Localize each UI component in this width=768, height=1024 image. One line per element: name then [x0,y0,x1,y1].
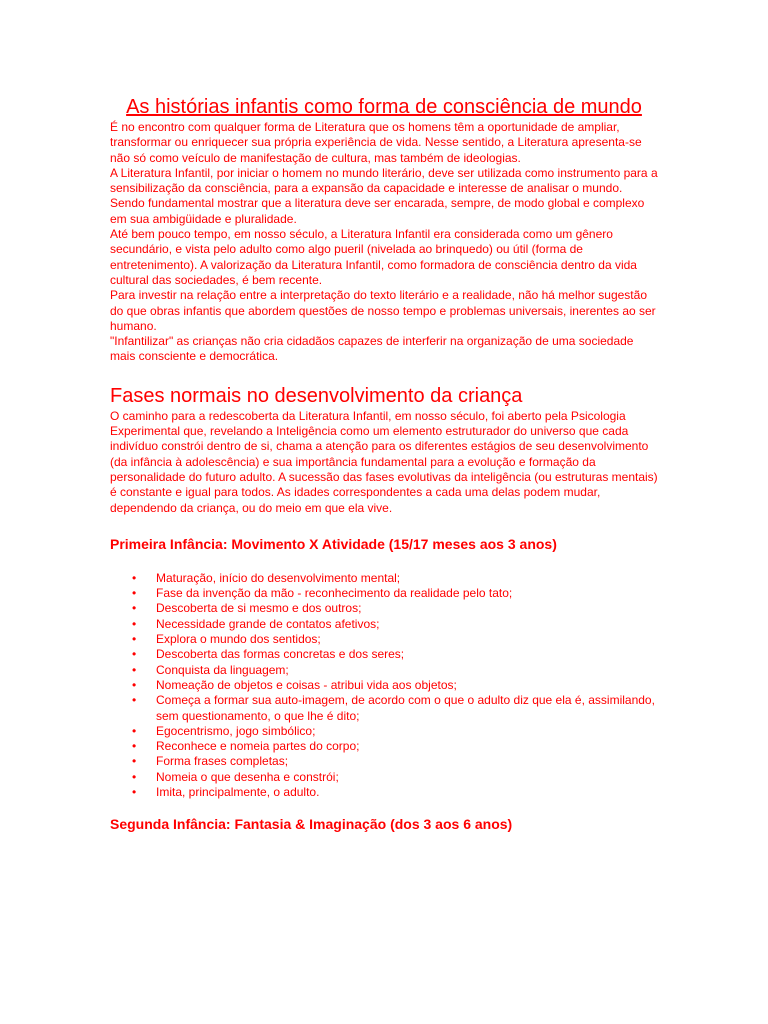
paragraph-3: Até bem pouco tempo, em nosso século, a Literatura Infantil era considerada como um gênero secundário, e vista pelo adulto como algo pueril (nivelada ao brinquedo) ou útil (forma de entretenimento). A valorização da Literatura Infantil, como formadora de consciência dentro da vida cultural das sociedades, é bem recente. [110,227,637,287]
list-item: • Fase da invenção da mão - reconhecimento da realidade pelo tato; [132,586,513,601]
document-page [110,94,658,835]
list-item: • Explora o mundo dos sentidos; [132,632,321,647]
section-heading: Fases normais no desenvolvimento da criança [110,384,523,407]
bullet-icon: • [132,662,137,677]
bullet-icon: • [132,723,137,738]
list-item: • Necessidade grande de contatos afetivos; [132,616,380,631]
list-item: • Nomeação de objetos e coisas - atribui vida aos objetos; [132,677,457,692]
list-item: • Forma frases completas; [132,754,289,769]
second-childhood-heading: Segunda Infância: Fantasia & Imaginação (dos 3 aos 6 anos) [110,816,513,833]
list-item: • Nomeia o que desenha e constrói; [132,769,339,784]
list-item: • Maturação, início do desenvolvimento mental; [132,570,401,585]
list-item: • Descoberta das formas concretas e dos seres; [132,647,405,662]
bullet-icon: • [132,677,137,692]
list-item: • Reconhece e nomeia partes do corpo; [132,739,360,754]
document-title: As histórias infantis como forma de consciência de mundo [126,96,642,118]
paragraph-2: A Literatura Infantil, por iniciar o homem no mundo literário, deve ser utilizada como instrumento para a sensibilização da consciência, para a expansão da capacidade e interesse de analisar o mundo. Sendo fundamental mostrar que a literatura deve ser encarada, sempre, de modo global e complexo em sua ambigüidade e pluralidade. [110,165,658,226]
paragraph-5: "Infantilizar" as crianças não cria cidadãos capazes de interferir na organização de uma sociedade mais consciente e democrática. [110,334,634,364]
list-item: • Conquista da linguagem; [132,662,289,677]
list-item: • Começa a formar sua auto-imagem, de acordo com o que o adulto diz que ela é, assimilando, sem questionamento, o que lhe é dito; [132,693,655,723]
bullet-icon: • [132,739,137,754]
paragraph-1: É no encontro com qualquer forma de Literatura que os homens têm a oportunidade de ampliar, transformar ou enriquecer sua própria experiência de vida. Nesse sentido, a Literatura apresenta-se não só como veículo de manifestação de cultura, mas também de ideologias. [110,120,642,165]
first-childhood-list [110,571,658,800]
first-childhood-heading: Primeira Infância: Movimento X Atividade (15/17 meses aos 3 anos) [110,535,557,552]
list-item: • Egocentrismo, jogo simbólico; [132,723,316,738]
bullet-icon: • [132,632,137,647]
bullet-icon: • [132,769,137,784]
bullet-icon: • [132,754,137,769]
bullet-icon: • [132,570,137,585]
list-item: • Descoberta de si mesmo e dos outros; [132,601,362,616]
bullet-icon: • [132,616,137,631]
bullet-icon: • [132,647,137,662]
section-intro: O caminho para a redescoberta da Literatura Infantil, em nosso século, foi aberto pela Psicologia Experimental que, revelando a Inteligência como um elemento estruturador do universo que cada indivíduo constrói dentro de si, chama a atenção para os diferentes estágios de seu desenvolvimento (da infância à adolescência) e sua importância fundamental para a evolução e formação da personalidade do futuro adulto. A sucessão das fases evolutivas da inteligência (ou estruturas mentais) é constante e igual para todos. As idades correspondentes a cada uma delas podem mudar, dependendo da criança, ou do meio em que ela vive. [110,408,658,515]
bullet-icon: • [132,601,137,616]
bullet-icon: • [132,784,137,799]
bullet-icon: • [132,693,137,708]
bullet-icon: • [132,586,137,601]
paragraph-4: Para investir na relação entre a interpretação do texto literário e a realidade, não há melhor sugestão do que obras infantis que abordem questões de nosso tempo e problemas universais, inerentes ao ser humano. [110,288,656,333]
list-item: • Imita, principalmente, o adulto. [132,784,320,799]
